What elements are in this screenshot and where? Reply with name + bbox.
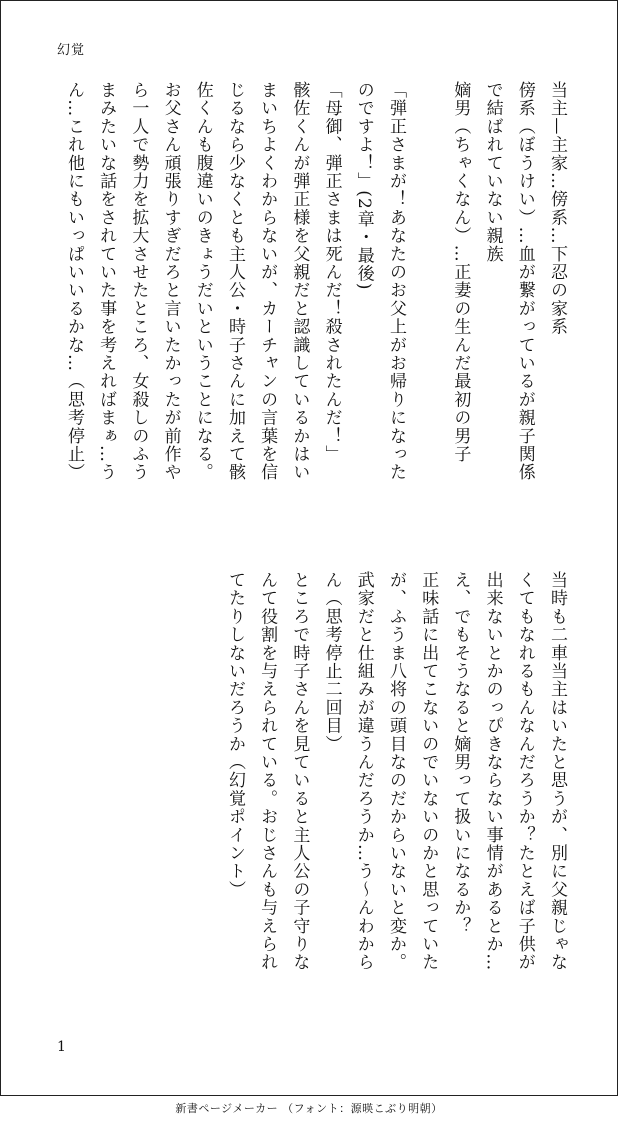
text-line: 武家だと仕組みが違うんだろうか…う〜んわから	[353, 571, 374, 972]
text-line: お父さん頑張りすぎだろと言いたかったが前作や	[160, 81, 181, 482]
footer-credit: 新書ページメーカー （フォント：源暎こぶり明朝）	[175, 1102, 443, 1115]
text-line: 当時も二車当主はいたと思うが、別に父親じゃな	[547, 571, 567, 972]
text-line: ん（思考停止二回目）	[321, 571, 342, 753]
page-number: 1	[57, 1039, 66, 1055]
text-line: てたりしないだろうか（幻覚ポイント）	[224, 571, 245, 899]
text-line: 「母御、弾正さまは死んだ！殺されたんだ！」	[321, 81, 342, 464]
text-line: じるなら少なくとも主人公・時子さんに加えて骸	[224, 81, 245, 482]
text-line: のですよ！」(2章・最後)	[353, 81, 374, 291]
text-line: え、でもそうなると嫡男って扱いになるか？	[450, 571, 471, 935]
text-line: んて役割を与えられている。おじさんも与えられ	[257, 571, 278, 972]
text-line: まいちよくわからないが、カーチャンの言葉を信	[257, 81, 278, 482]
text-line: 正味話に出てこないのでいないのかと思っていた	[418, 571, 439, 972]
text-line: 「弾正さまが！あなたのお父上がお帰りになった	[385, 81, 406, 482]
text-line: 傍系（ぼうけい）…血が繋がっているが親子関係	[514, 81, 535, 482]
text-line: ところで時子さんを見ていると主人公の子守りな	[289, 571, 310, 972]
page-title: 幻覚	[57, 43, 86, 58]
text-line: 当主—主家…傍系…下忍の家系	[547, 81, 567, 336]
text-line: 嫡男（ちゃくなん）…正妻の生んだ最初の男子	[450, 81, 471, 464]
lower-text-block	[219, 571, 573, 1011]
text-line: ら一人で勢力を拡大させたところ、女殺しのふう	[128, 81, 149, 482]
text-line: で結ばれていない親族	[482, 81, 503, 263]
upper-text-block	[58, 81, 573, 521]
text-line: ん…これ他にもいっぱいいるかな…（思考停止）	[63, 81, 84, 482]
text-line: 出来ないとかのっぴきならない事情があるとか…	[482, 571, 503, 972]
blank-line	[412, 81, 444, 98]
text-line: が、ふうま八将の頭目なのだからいないと変か。	[385, 571, 406, 972]
text-line: 佐くんも腹違いのきょうだいということになる。	[192, 81, 213, 482]
text-line: 骸佐くんが弾正様を父親だと認識しているかはい	[289, 81, 310, 482]
text-line: まみたいな話をされていた事を考えればまぁ…う	[96, 81, 117, 482]
text-line: くてもなれるもんなんだろうか？たとえば子供が	[514, 571, 535, 972]
